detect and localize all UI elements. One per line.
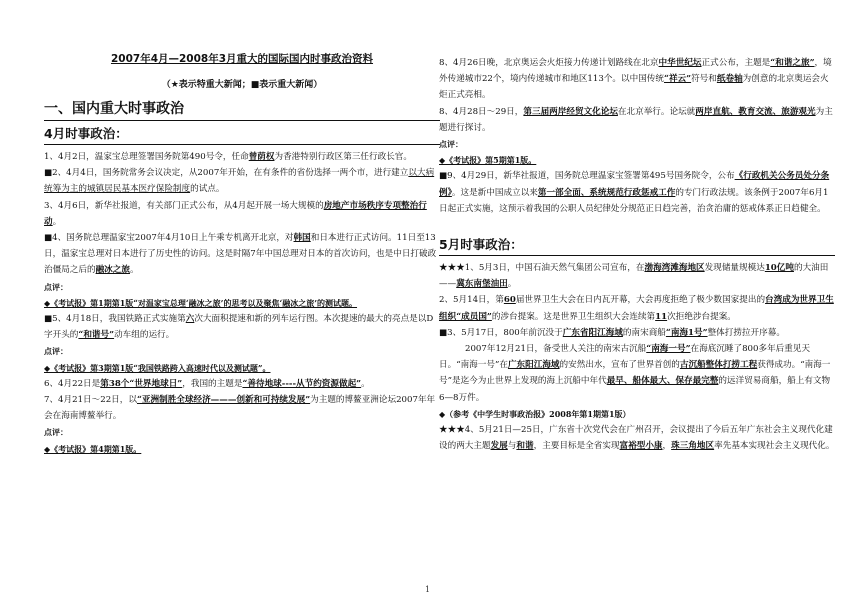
news-item-8: 8、4月26日晚，北京奥运会火炬接力传递计划路线在北京中华世纪坛正式公布，主题是“和谐之旅”，境外传递城市22个，境内传递城市和地区113个。以中国传统“祥云”符号和纸卷轴为创意的北京奥运会火炬正式亮相。 — [439, 58, 832, 101]
reference-note: ◆《考试报》第4期第1版。 — [44, 443, 142, 454]
may-item-3-detail: 2007年12月21日，备受世人关注的南宋古沉船“南海一号”在海底沉睡了800多年后重见天日。“南海一号”在广东阳江海域的安然出水，宣布了世界首创的古沉船整体打捞工程获得成功。“南海一号”是迄今为止世界上发现的海上沉船中年代最早、船体最大、保存最完整的远洋贸易商船，船上有文物6—8万件。 — [439, 344, 831, 403]
reference-note: ◆《考试报》第1期第1版“对温家宝总理‘融冰之旅’的思考以及聚焦‘融冰之旅’的测试题。 — [44, 297, 358, 308]
reference-note: ◆（参考《中学生时事政治报》2008年第1期第1版） — [439, 408, 631, 419]
reference-note: ◆《考试报》第3期第1版“我国铁路跨入高速时代以及测试题”。 — [44, 362, 271, 373]
right-column — [439, 55, 835, 454]
news-item-5: ■5、4月18日，我国铁路正式实施第六次大面积提速和新的列车运行图。本次提速的最大的亮点是以D字开头的“和谐号”动车组的运行。 — [44, 314, 434, 341]
document-title: 2007年4月—2008年3月重大的国际国内时事政治资料 — [110, 53, 374, 65]
news-item-2: ■2、4月4日，国务院常务会议决定，从2007年开始，在有条件的省份选择一两个市，进行建立以大病统筹为主的城镇居民基本医疗保险制度的试点。 — [44, 168, 435, 195]
news-item-1: 1、4月2日，温家宝总理签署国务院第490号令，任命曾荫权为香港特别行政区第三任行政长官。 — [44, 152, 412, 162]
news-item-6: 6、4月22日是第38个“世界地球日”，我国的主题是“善待地球----从节约资源做起”。 — [44, 378, 370, 389]
comment-label: 点评： — [439, 139, 463, 150]
comment-label: 点评： — [44, 427, 68, 438]
left-column — [44, 124, 440, 457]
comment-label: 点评： — [44, 281, 68, 292]
section-heading-domestic: 一、国内重大时事政治 — [44, 98, 440, 121]
news-item-9: ■9、4月29日，新华社报道，国务院总理温家宝签署第495号国务院令，公布《行政机关公务员处分条例》。这是新中国成立以来第一部全面、系统规范行政惩戒工作的专门行政法规。该条例于2007年6月1日起正式实施，这预示着我国的公职人员纪律处分规范正日趋完善，治贪治庸的惩戒体系正日趋健全。 — [439, 171, 830, 214]
document-subtitle: （★表示特重大新闻；■表示重大新闻） — [161, 80, 323, 90]
may-item-2: 2、5月14日，第60届世界卫生大会在日内瓦开幕，大会再度拒绝了极少数国家提出的台湾成为世界卫生组织“成员国”的涉台提案。这是世界卫生组织大会连续第11次拒绝涉台提案。 — [439, 295, 834, 322]
may-item-4: ★★★4、5月21日—25日，广东省十次党代会在广州召开，会议提出了今后五年广东社会主义现代化建设的两大主题发展与和谐，主要目标是全省实现富裕型小康，珠三角地区率先基本实现社会主义现代化。 — [439, 425, 835, 452]
may-item-1: ★★★1、5月3日，中国石油天然气集团公司宣布，在渤海湾滩海地区发现储量规模达10亿吨的大油田——冀东南堡油田。 — [439, 263, 829, 290]
news-item-8b: 8、4月28日～29日，第三届两岸经贸文化论坛在北京举行。论坛就两岸直航、教育交流、旅游观光为主题进行探讨。 — [439, 106, 833, 133]
comment-label: 点评： — [44, 346, 68, 357]
reference-note: ◆《考试报》第5期第1版。 — [439, 155, 537, 166]
page-number: 1 — [425, 585, 431, 594]
may-item-3: ■3、5月17日，800年前沉没于广东省阳江海域的南宋商船“南海1号”整体打捞拉开序幕。 — [439, 327, 785, 338]
news-item-4: ■4、国务院总理温家宝2007年4月10日上午乘专机离开北京，对韩国和日本进行正式访问。11日至13日，温家宝总理对日本进行了历史性的访问。这是时隔7年中国总理对日本的首次访问，也是中日打破政治僵局之后的融冰之旅。 — [44, 233, 437, 276]
may-heading: 5月时事政治： — [439, 235, 835, 256]
april-heading: 4月时事政治： — [44, 124, 440, 145]
news-item-3: 3、4月6日，新华社报道，有关部门正式公布，从4月起开展一场大规模的房地产市场秩序专项整治行动。 — [44, 200, 427, 227]
news-item-7: 7、4月21日～22日，以“亚洲制胜全球经济———创新和可持续发展”为主题的博鳌亚洲论坛2007年年会在海南博鳌举行。 — [44, 395, 436, 422]
